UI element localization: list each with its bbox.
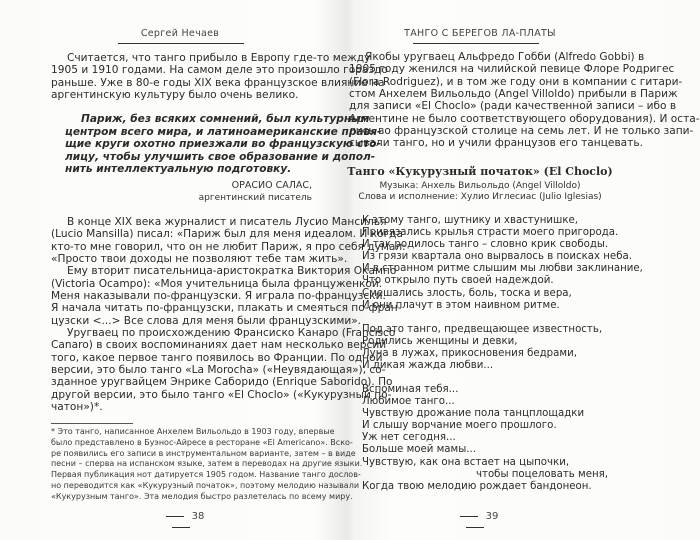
poem-stanza xyxy=(362,324,622,372)
text-line: И дикая жажда любви... xyxy=(362,360,494,372)
text-line: (Flora Rodriguez), и в том же году они в компании с гитари- xyxy=(349,75,683,88)
ornament-dash xyxy=(460,516,478,517)
text-line: аргентинскую культуру было очень велико. xyxy=(51,89,299,102)
text-line: Ему вторит писательница-аристократка Виктория Окампо xyxy=(67,265,397,278)
text-line: Считается, что танго прибыло в Европу где-то между xyxy=(67,52,371,64)
ornament-dash xyxy=(466,527,484,528)
text-line: 1905 и 1910 годами. На самом деле это произошло гораздо xyxy=(51,64,388,77)
text-line: Чувствую дрожание пола танцплощадки xyxy=(362,408,585,420)
header-rule xyxy=(413,43,539,44)
text-line: лись во французской столице на семь лет. И не только запи- xyxy=(349,125,694,138)
text-line: того, какое первое танго появилось во Франции. По одной xyxy=(51,351,383,364)
text-line: Аргентине не было соответствующего оборудования). И оста- xyxy=(349,112,700,125)
ornament-dash xyxy=(166,516,184,517)
text-line: стом Анхелем Вильольдо (Angel Villoldo) прибыли в Париж xyxy=(349,88,678,101)
right-page xyxy=(325,0,700,540)
text-line: Что открыло путь своей надеждой. xyxy=(362,275,554,287)
text-line: другой версии, это было танго «El Choclo» («Кукурузный по- xyxy=(51,388,392,401)
text-line: песни – сперва на испанском языке, затем в переводах на другие языки. xyxy=(51,459,363,469)
text-line: И так родилось танго – словно крик свободы. xyxy=(362,239,609,251)
text-line: (Victoria Ocampo): «Моя учительница была француженкой. xyxy=(51,277,383,290)
text-line: И слышу ворчание моего прошлого. xyxy=(362,420,557,432)
footnote xyxy=(51,427,363,503)
footnote-rule xyxy=(51,423,133,424)
paragraph xyxy=(51,216,406,266)
text-line: 1905 году женился на чилийской певице Флоре Родригес xyxy=(349,63,675,76)
text-line: щие круги охотно приезжали во французскую сто- xyxy=(65,138,381,150)
poem-line: чтобы поцеловать меня, xyxy=(476,468,608,480)
text-line: Париж, без всяких сомнений, был культурным xyxy=(81,113,370,125)
text-line: раньше. Уже в 80-е годы XIX века французское влияние на xyxy=(51,76,385,89)
text-line: версии, это было танго «La Morocha» («Неувядающая»), со- xyxy=(51,364,386,377)
text-line: «Кукурузным танго». Эта мелодия быстро разлетелась по всему миру. xyxy=(51,491,353,501)
text-line: ре появились его записи в инструментальном варианте, затем – в виде xyxy=(51,448,356,458)
quote-author-role: аргентинский писатель xyxy=(198,193,312,203)
ornament-dash xyxy=(172,527,190,528)
text-line: нить интеллектуальную подготовку. xyxy=(65,163,292,175)
header-rule xyxy=(118,43,244,44)
text-line: Привязались крылья страсти моего пригорода. xyxy=(362,227,619,239)
text-line: Из грязи квартала оно вырвалось в поисках неба. xyxy=(362,251,632,263)
running-header: ТАНГО С БЕРЕГОВ ЛА-ПЛАТЫ xyxy=(404,28,556,39)
text-line: Первая публикация нот датируется 1905 годом. Название танго дослов- xyxy=(51,470,361,480)
text-line: Я начала читать по-французски, плакать и смеяться по-фран- xyxy=(51,302,402,315)
text-line: «Просто твои доходы не позволяют тебе там жить». xyxy=(51,253,348,266)
text-line: (Lucio Mansilla) писал: «Париж был для меня идеалом. И когда xyxy=(51,228,403,241)
text-line: для записи «El Choclo» (ради качественной записи – ибо в xyxy=(349,100,677,113)
text-line: И они плачут в этом наивном ритме. xyxy=(362,299,560,311)
quote-author: ОРАСИО САЛАС, xyxy=(231,180,312,191)
text-line: чатон»)*. xyxy=(51,401,103,414)
text-line: центром всего мира, и латиноамериканские правя- xyxy=(65,125,382,138)
text-line: Родились женщины и девки, xyxy=(362,336,518,348)
text-line: Уж нет сегодня... xyxy=(362,432,456,444)
text-line: лицу, чтобы улучшить свое образование и допол- xyxy=(65,150,376,163)
text-line: В конце XIX века журналист и писатель Лусио Мансилья xyxy=(67,216,387,228)
text-line: Якобы уругваец Альфредо Гобби (Alfredo Gobbi) в xyxy=(365,51,645,63)
text-line: Чувствую, как она встает на цыпочки, xyxy=(362,456,570,468)
text-line: Canaro) в своих воспоминаниях дает нам несколько версий xyxy=(51,339,387,352)
text-line: но переводится как «Кукурузный початок», поэтому мелодию называли xyxy=(51,480,360,490)
text-line: Луна в лужах, прикосновения бедрами, xyxy=(362,348,577,360)
paragraph xyxy=(51,327,396,414)
poem-stanza xyxy=(362,215,643,312)
text-line: И в странном ритме слышим мы любви заклинание, xyxy=(362,263,643,275)
text-line: кто-то мне говорил, что он не любит Париж, я про себя думал: xyxy=(51,240,406,253)
text-line: Смешались злость, боль, тоска и вера, xyxy=(362,287,572,299)
paragraph xyxy=(51,52,388,102)
epigraph-quote xyxy=(65,113,382,176)
text-line: было представлено в Буэнос-Айресе в ресторане «El Americano». Вско- xyxy=(51,437,353,447)
text-line: Любимое танго... xyxy=(362,396,455,408)
page-number: 38 xyxy=(141,511,221,533)
running-header: Сергей Нечаев xyxy=(140,28,220,39)
lyrics-credit: Слова и исполнение: Хулио Иглесиас (Julio Iglesias) xyxy=(358,192,602,202)
poem-line: Когда твою мелодию рождает бандонеон. xyxy=(362,480,592,492)
text-line: Под это танго, предвещающее известность, xyxy=(362,324,603,335)
page-number: 39 xyxy=(435,511,515,533)
paragraph xyxy=(349,51,700,150)
paragraph xyxy=(51,265,402,327)
text-line: Уругваец по происхождению Франсиско Канаро (Francisco xyxy=(67,327,396,339)
text-line: К этому танго, шутнику и хвастунишке, xyxy=(362,215,579,226)
text-line: * Это танго, написанное Анхелем Вильольдо в 1903 году, впервые xyxy=(51,427,335,436)
text-line: Вспоминая тебя... xyxy=(362,384,459,395)
song-title: Танго «Кукурузный початок» (El Choclo) xyxy=(347,165,613,178)
poem-stanza-end xyxy=(362,469,608,493)
text-line: сывали танго, но и учили французов его танцевать. xyxy=(349,137,643,150)
poem-stanza xyxy=(362,384,622,469)
text-line: зданное уругвайцем Энрике Саборидо (Enrique Saborido). По xyxy=(51,376,393,389)
music-credit: Музыка: Анхель Вильольдо (Angel Villoldo) xyxy=(379,181,581,191)
text-line: цузски <...> Все слова для меня были французскими». xyxy=(51,314,362,327)
text-line: Больше моей мамы... xyxy=(362,444,476,456)
text-line: Меня наказывали по-французски. Я играла по-французски. xyxy=(51,290,386,303)
